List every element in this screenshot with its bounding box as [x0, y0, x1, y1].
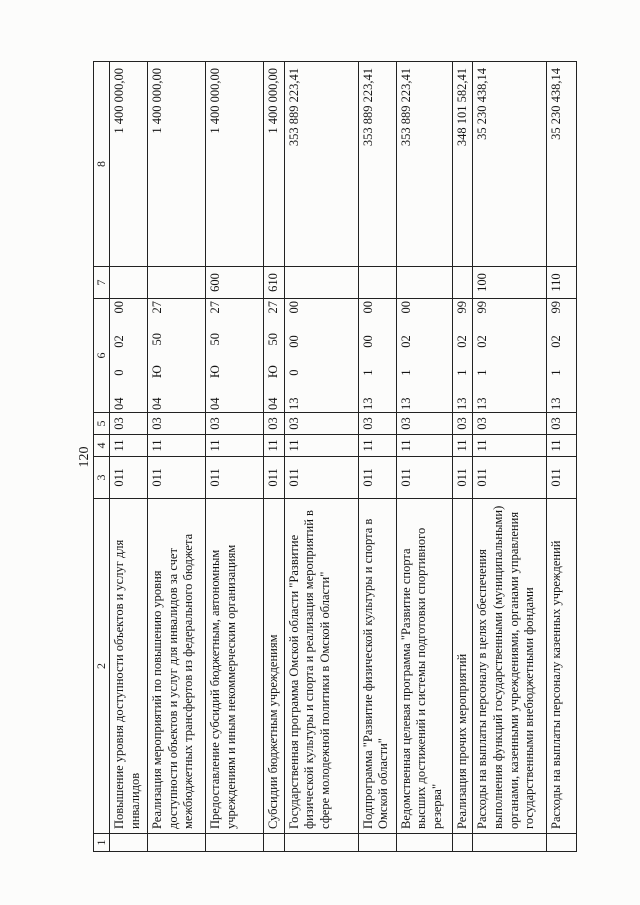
header-cell: 5	[94, 413, 110, 435]
target-code-part: 00	[286, 301, 301, 314]
target-code-part: 27	[150, 301, 164, 314]
col1-cell	[547, 834, 577, 852]
row-name: Подпрограмма "Развитие физической культуры и спорта в Омской области"	[358, 499, 396, 834]
expense-type-cell: 600	[206, 267, 264, 299]
target-code-part: 27	[266, 301, 280, 314]
target-code-cell	[547, 299, 577, 413]
target-code-parts	[266, 300, 282, 411]
target-code-part: 00	[398, 301, 413, 314]
section-cell: 11	[396, 435, 452, 457]
target-code-part: 1	[398, 369, 413, 376]
target-code-part: 02	[549, 335, 564, 348]
expense-type-cell: 610	[264, 267, 285, 299]
target-code-part: 00	[112, 301, 126, 314]
code-cell: 011	[547, 457, 577, 499]
target-code-part: 13	[398, 397, 413, 410]
target-code-part: 13	[360, 397, 375, 410]
header-cell: 2	[94, 499, 110, 834]
header-row	[94, 62, 110, 852]
target-code-part: 1	[454, 369, 469, 376]
table-row	[473, 62, 547, 852]
col1-cell	[396, 834, 452, 852]
subsection-cell: 03	[110, 413, 148, 435]
target-code-cell	[110, 299, 148, 413]
col1-cell	[473, 834, 547, 852]
target-code-cell	[148, 299, 206, 413]
target-code-part: 1	[549, 369, 564, 376]
header-cell: 1	[94, 834, 110, 852]
subsection-cell: 03	[264, 413, 285, 435]
target-code-cell	[452, 299, 473, 413]
amount-cell: 353 889 223,41	[396, 62, 452, 267]
header-cell: 7	[94, 267, 110, 299]
row-name: Повышение уровня доступности объектов и услуг для инвалидов	[110, 499, 148, 834]
page-number: 120	[77, 446, 92, 468]
target-code-part: 00	[286, 335, 301, 348]
target-code-part: Ю	[150, 365, 164, 378]
section-cell: 11	[148, 435, 206, 457]
target-code-part: 1	[475, 369, 490, 376]
col1-cell	[284, 834, 358, 852]
section-cell: 11	[452, 435, 473, 457]
target-code-parts	[549, 300, 565, 411]
section-cell: 11	[284, 435, 358, 457]
target-code-cell	[264, 299, 285, 413]
target-code-part: 02	[475, 335, 490, 348]
code-cell: 011	[396, 457, 452, 499]
section-cell: 11	[473, 435, 547, 457]
row-name: Расходы на выплаты персоналу казенных учреждений	[547, 499, 577, 834]
target-code-parts	[208, 300, 224, 411]
target-code-part: 13	[454, 397, 469, 410]
code-cell: 011	[284, 457, 358, 499]
expense-type-cell	[284, 267, 358, 299]
code-cell: 011	[473, 457, 547, 499]
target-code-part: 99	[475, 301, 490, 314]
target-code-part: 0	[286, 369, 301, 376]
amount-cell: 1 400 000,00	[148, 62, 206, 267]
target-code-part: 50	[266, 333, 280, 346]
table-row	[396, 62, 452, 852]
code-cell: 011	[358, 457, 396, 499]
target-code-part: 04	[208, 397, 222, 410]
subsection-cell: 03	[452, 413, 473, 435]
target-code-part: 00	[360, 301, 375, 314]
expense-type-cell	[148, 267, 206, 299]
expense-type-cell: 110	[547, 267, 577, 299]
code-cell: 011	[452, 457, 473, 499]
target-code-part: 02	[454, 335, 469, 348]
expense-type-cell	[396, 267, 452, 299]
target-code-part: 04	[266, 397, 280, 410]
expense-type-cell: 100	[473, 267, 547, 299]
section-cell: 11	[358, 435, 396, 457]
table-row	[358, 62, 396, 852]
amount-cell: 353 889 223,41	[358, 62, 396, 267]
subsection-cell: 03	[284, 413, 358, 435]
target-code-part: 04	[112, 397, 126, 410]
target-code-cell	[396, 299, 452, 413]
code-cell: 011	[110, 457, 148, 499]
target-code-part: 50	[208, 333, 222, 346]
target-code-part: 13	[475, 397, 490, 410]
target-code-cell	[358, 299, 396, 413]
section-cell: 11	[547, 435, 577, 457]
table-row	[284, 62, 358, 852]
col1-cell	[110, 834, 148, 852]
subsection-cell: 03	[148, 413, 206, 435]
target-code-parts	[399, 300, 415, 411]
subsection-cell: 03	[206, 413, 264, 435]
section-cell: 11	[206, 435, 264, 457]
row-name: Предоставление субсидий бюджетным, автономным учреждениям и иным некоммерческим организациям	[206, 499, 264, 834]
col1-cell	[206, 834, 264, 852]
target-code-part: Ю	[208, 365, 222, 378]
target-code-part: 99	[454, 301, 469, 314]
target-code-part: 27	[208, 301, 222, 314]
target-code-part: 02	[112, 335, 126, 348]
target-code-parts	[150, 300, 166, 411]
table-row	[547, 62, 577, 852]
amount-cell: 35 230 438,14	[473, 62, 547, 267]
row-name: Государственная программа Омской области "Развитие физической культуры и спорта и реализация мероприятий в сфере молодежной политики в Омской области"	[284, 499, 358, 834]
target-code-parts	[455, 300, 471, 411]
target-code-part: 13	[286, 397, 301, 410]
subsection-cell: 03	[358, 413, 396, 435]
row-name: Субсидии бюджетным учреждениям	[264, 499, 285, 834]
expense-type-cell	[358, 267, 396, 299]
row-name: Ведомственная целевая программа "Развитие спорта высших достижений и системы подготовки спортивного резерва"	[396, 499, 452, 834]
target-code-part: 02	[398, 335, 413, 348]
amount-cell: 1 400 000,00	[206, 62, 264, 267]
amount-cell: 353 889 223,41	[284, 62, 358, 267]
target-code-parts	[361, 300, 377, 411]
target-code-part: 13	[549, 397, 564, 410]
code-cell: 011	[206, 457, 264, 499]
header-cell: 4	[94, 435, 110, 457]
table-row	[206, 62, 264, 852]
row-name: Реализация прочих мероприятий	[452, 499, 473, 834]
target-code-cell	[284, 299, 358, 413]
expense-type-cell	[110, 267, 148, 299]
code-cell: 011	[148, 457, 206, 499]
col1-cell	[264, 834, 285, 852]
row-name: Расходы на выплаты персоналу в целях обеспечения выполнения функций государственными (муниципальными) органами, казенными учреждениями, органами управления государственными внебюджетными фондами	[473, 499, 547, 834]
amount-cell: 35 230 438,14	[547, 62, 577, 267]
header-cell: 8	[94, 62, 110, 267]
col1-cell	[358, 834, 396, 852]
expense-type-cell	[452, 267, 473, 299]
header-cell: 6	[94, 299, 110, 413]
target-code-parts	[112, 300, 128, 411]
header-cell: 3	[94, 457, 110, 499]
target-code-part: 1	[360, 369, 375, 376]
target-code-part: 50	[150, 333, 164, 346]
amount-cell: 1 400 000,00	[110, 62, 148, 267]
subsection-cell: 03	[547, 413, 577, 435]
target-code-parts	[287, 300, 303, 411]
target-code-cell	[473, 299, 547, 413]
target-code-part: 00	[360, 335, 375, 348]
code-cell: 011	[264, 457, 285, 499]
target-code-parts	[475, 300, 491, 411]
subsection-cell: 03	[396, 413, 452, 435]
budget-table	[93, 61, 577, 852]
table-row	[110, 62, 148, 852]
table-row	[264, 62, 285, 852]
rotated-page	[75, 58, 590, 856]
target-code-part: 04	[150, 397, 164, 410]
amount-cell: 348 101 582,41	[452, 62, 473, 267]
subsection-cell: 03	[473, 413, 547, 435]
target-code-part: 0	[112, 369, 126, 376]
table-row	[452, 62, 473, 852]
table-row	[148, 62, 206, 852]
target-code-part: Ю	[266, 365, 280, 378]
section-cell: 11	[264, 435, 285, 457]
target-code-cell	[206, 299, 264, 413]
section-cell: 11	[110, 435, 148, 457]
target-code-part: 99	[549, 301, 564, 314]
col1-cell	[452, 834, 473, 852]
amount-cell: 1 400 000,00	[264, 62, 285, 267]
row-name: Реализация мероприятий по повышению уровня доступности объектов и услуг для инвалидов за счет межбюджетных трансфертов из федерального бюджета	[148, 499, 206, 834]
col1-cell	[148, 834, 206, 852]
